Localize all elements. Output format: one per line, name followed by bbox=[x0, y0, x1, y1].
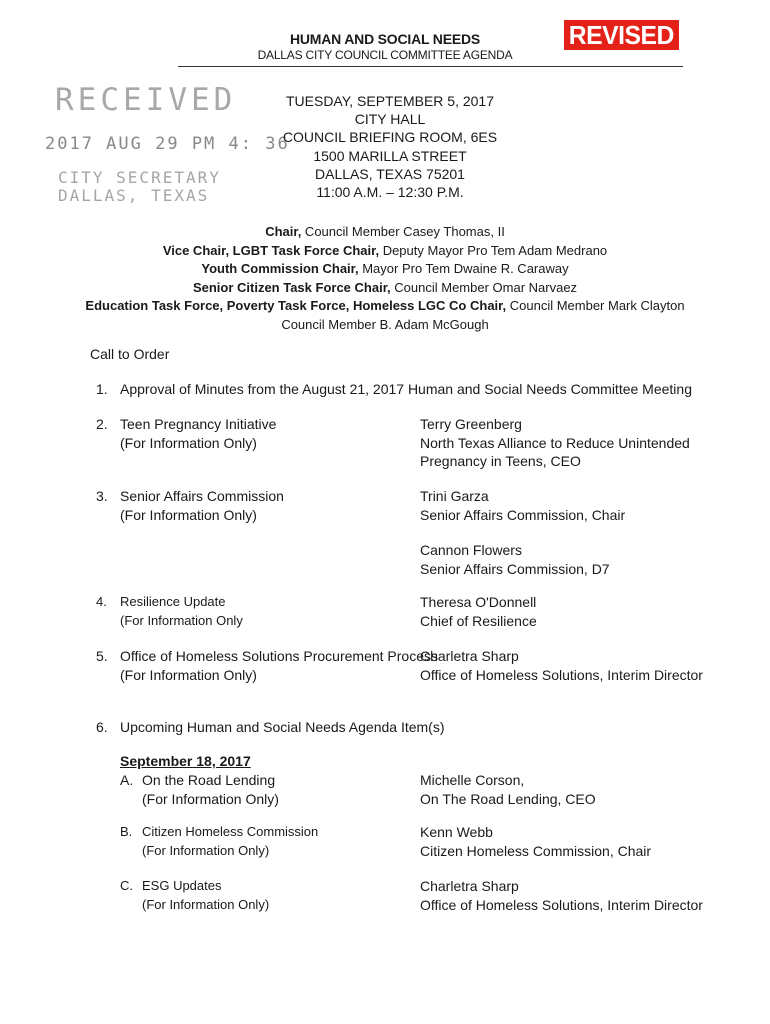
item-left bbox=[120, 593, 415, 630]
presenter-name: Charletra Sharp bbox=[420, 878, 519, 894]
presenter-title: Office of Homeless Solutions, Interim Director bbox=[420, 666, 703, 683]
member-name: Council Member Omar Narvaez bbox=[390, 279, 578, 295]
item-presenter bbox=[420, 877, 740, 914]
received-stamp-line1: RECEIVED bbox=[55, 82, 237, 118]
member-line bbox=[80, 297, 690, 316]
committee-members bbox=[80, 223, 690, 335]
member-line bbox=[80, 223, 690, 242]
meeting-info bbox=[250, 92, 530, 201]
item-left bbox=[142, 823, 412, 860]
member-line bbox=[80, 260, 690, 279]
meeting-city: DALLAS, TEXAS 75201 bbox=[315, 165, 465, 182]
item-left bbox=[120, 487, 415, 524]
member-name: Mayor Pro Tem Dwaine R. Caraway bbox=[358, 261, 569, 277]
presenter-title: Citizen Homeless Commission, Chair bbox=[420, 842, 652, 859]
committee-subtitle: DALLAS CITY COUNCIL COMMITTEE AGENDA bbox=[257, 48, 513, 62]
received-stamp-line4: DALLAS, TEXAS bbox=[58, 186, 210, 205]
item-presenter bbox=[420, 487, 740, 578]
item-number: 1. bbox=[96, 381, 108, 397]
committee-title: HUMAN AND SOCIAL NEEDS bbox=[289, 31, 481, 47]
item-title: Citizen Homeless Commission bbox=[142, 824, 319, 839]
meeting-street: 1500 MARILLA STREET bbox=[313, 147, 467, 164]
presenter-title: North Texas Alliance to Reduce Unintended bbox=[420, 434, 690, 451]
member-line bbox=[80, 316, 690, 335]
item-presenter bbox=[420, 771, 740, 808]
item-number: 6. bbox=[96, 719, 108, 735]
item-note: (For Information Only) bbox=[120, 666, 257, 683]
presenter-title: Senior Affairs Commission, D7 bbox=[420, 560, 610, 577]
received-stamp-line3: CITY SECRETARY bbox=[58, 168, 221, 187]
item-left bbox=[120, 647, 438, 684]
presenter-name: Terry Greenberg bbox=[420, 416, 522, 432]
member-line bbox=[80, 279, 690, 298]
item-presenter bbox=[420, 823, 740, 860]
upcoming-date-heading: September 18, 2017 bbox=[120, 753, 251, 769]
member-role: Vice Chair, LGBT Task Force Chair, bbox=[162, 242, 380, 258]
header-divider bbox=[178, 66, 683, 67]
item-title: On the Road Lending bbox=[142, 772, 276, 788]
meeting-room: COUNCIL BRIEFING ROOM, 6ES bbox=[282, 129, 498, 146]
item-title: Office of Homeless Solutions Procurement Process bbox=[120, 648, 438, 664]
sub-item-letter: A. bbox=[120, 772, 134, 788]
member-role: Senior Citizen Task Force Chair, bbox=[192, 279, 391, 295]
item-number: 4. bbox=[96, 594, 107, 609]
item-note: (For Information Only) bbox=[142, 790, 279, 807]
item-number: 3. bbox=[96, 488, 108, 504]
item-title: Senior Affairs Commission bbox=[120, 488, 284, 504]
member-role: Youth Commission Chair, bbox=[201, 261, 359, 277]
item-title: ESG Updates bbox=[142, 878, 222, 893]
item-left bbox=[142, 877, 412, 914]
item-presenter bbox=[420, 593, 740, 630]
item-title: Teen Pregnancy Initiative bbox=[120, 416, 277, 432]
item-left bbox=[142, 771, 412, 808]
spacer bbox=[420, 524, 740, 541]
sub-item-letter: C. bbox=[120, 878, 133, 893]
item-left bbox=[120, 415, 415, 452]
item-note: (For Information Only bbox=[120, 612, 243, 628]
member-role: Education Task Force, Poverty Task Force, Homeless LGC Co Chair, bbox=[85, 298, 507, 314]
presenter-name: Trini Garza bbox=[420, 488, 489, 504]
item-note: (For Information Only) bbox=[142, 842, 270, 858]
item-text: Upcoming Human and Social Needs Agenda Item(s) bbox=[120, 719, 445, 735]
presenter-title: Pregnancy in Teens, CEO bbox=[420, 453, 581, 469]
member-role: Chair, bbox=[265, 224, 302, 239]
meeting-time: 11:00 A.M. – 12:30 P.M. bbox=[316, 184, 464, 201]
presenter-name: Kenn Webb bbox=[420, 824, 493, 840]
presenter-title: On The Road Lending, CEO bbox=[420, 790, 596, 807]
member-name: Deputy Mayor Pro Tem Adam Medrano bbox=[379, 242, 608, 258]
item-title: Resilience Update bbox=[120, 594, 226, 609]
member-name: Council Member Mark Clayton bbox=[506, 298, 685, 314]
presenter-name: Cannon Flowers bbox=[420, 542, 522, 558]
item-note: (For Information Only) bbox=[142, 896, 270, 912]
item-text: Approval of Minutes from the August 21, 2017 Human and Social Needs Committee Meeting bbox=[120, 381, 692, 397]
item-number: 5. bbox=[96, 648, 108, 664]
member-name: Council Member B. Adam McGough bbox=[281, 316, 489, 332]
presenter-name: Michelle Corson, bbox=[420, 772, 525, 788]
member-line bbox=[80, 242, 690, 261]
item-presenter bbox=[420, 415, 740, 471]
presenter-title: Senior Affairs Commission, Chair bbox=[420, 506, 626, 523]
revised-stamp: REVISED bbox=[564, 20, 679, 50]
meeting-date: TUESDAY, SEPTEMBER 5, 2017 bbox=[285, 93, 494, 109]
member-name: Council Member Casey Thomas, II bbox=[301, 224, 505, 239]
presenter-title: Chief of Resilience bbox=[420, 612, 537, 629]
presenter-name: Charletra Sharp bbox=[420, 648, 519, 664]
presenter-name: Theresa O'Donnell bbox=[420, 594, 537, 610]
call-to-order: Call to Order bbox=[90, 346, 170, 362]
sub-item-letter: B. bbox=[120, 824, 133, 839]
item-note: (For Information Only) bbox=[120, 434, 257, 451]
presenter-title: Office of Homeless Solutions, Interim Director bbox=[420, 896, 703, 913]
received-stamp-line2: 2017 AUG 29 PM 4: 36 bbox=[45, 134, 290, 154]
item-note: (For Information Only) bbox=[120, 506, 257, 523]
item-presenter bbox=[420, 647, 740, 684]
meeting-place: CITY HALL bbox=[354, 111, 426, 128]
item-number: 2. bbox=[96, 416, 108, 432]
